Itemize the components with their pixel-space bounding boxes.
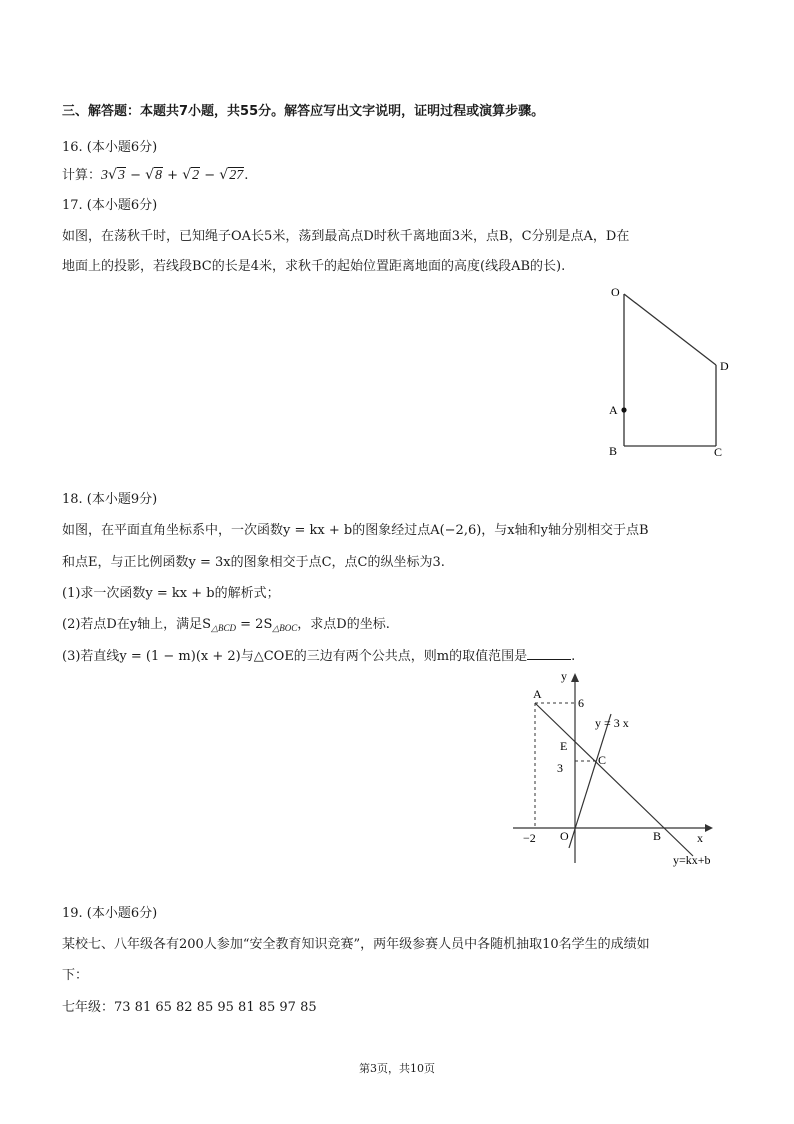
q16-radicand-4: 27 bbox=[229, 168, 244, 183]
q17-label-a: A bbox=[609, 403, 618, 417]
q16-header: 16. (本小题6分) bbox=[62, 140, 158, 155]
q19-line-1: 某校七、八年级各有200人参加“安全教育知识竞赛”，两年级参赛人员中各随机抽取10名学生的成绩如 bbox=[62, 937, 650, 952]
line-y3x-label: y = 3 x bbox=[595, 716, 629, 730]
q16-expression: 计算：3√3 − √8 + √2 − √27. bbox=[62, 167, 249, 183]
answer-blank bbox=[527, 647, 571, 660]
origin-label: O bbox=[560, 829, 569, 843]
q17-label-d: D bbox=[720, 359, 729, 373]
point-c-label: C bbox=[598, 753, 607, 767]
q17-label-b: B bbox=[609, 444, 618, 458]
x-axis-label: x bbox=[697, 831, 703, 845]
tick-neg2-label: −2 bbox=[523, 831, 536, 845]
q18-part-3: (3)若直线y = (1 − m)(x + 2)与△COE的三边有两个公共点，则m的取值范围是 . bbox=[62, 649, 576, 664]
q18-sub-boc: △BOC bbox=[272, 623, 298, 633]
q17-label-c: C bbox=[714, 445, 723, 459]
q16-radicand-1: 3 bbox=[117, 168, 125, 183]
q18-coordinate-figure bbox=[505, 668, 745, 878]
tick-3-label: 3 bbox=[557, 761, 563, 775]
q19-header: 19. (本小题6分) bbox=[62, 906, 158, 921]
q17-figure bbox=[600, 282, 740, 462]
y-axis-label: y bbox=[561, 669, 567, 683]
q16-radicand-3: 2 bbox=[192, 168, 200, 183]
q19-grade7-scores: 七年级：73 81 65 82 85 95 81 85 97 85 bbox=[62, 1000, 317, 1015]
q18-line-2: 和点E，与正比例函数y = 3x的图象相交于点C，点C的纵坐标为3. bbox=[62, 555, 445, 570]
q17-line-1: 如图，在荡秋千时，已知绳子OA长5米，荡到最高点D时秋千离地面3米，点B，C分别是点A，D在 bbox=[62, 229, 630, 244]
point-a-label: A bbox=[533, 687, 542, 701]
q18-line-1: 如图，在平面直角坐标系中，一次函数y = kx + b的图象经过点A(−2,6)，与x轴和y轴分别相交于点B bbox=[62, 523, 649, 538]
q16-radicand-2: 8 bbox=[155, 168, 163, 183]
q16-coef: 3 bbox=[101, 168, 109, 183]
line-kxb-label: y=kx+b bbox=[673, 853, 711, 867]
q18-part-2: (2)若点D在y轴上，满足$S_{\triangle BCD} = 2S_{\triangle BOC}$，求点D的坐标. bbox=[62, 617, 390, 633]
page-footer: 第3页，共10页 bbox=[359, 1062, 435, 1075]
q18-sub-bcd: △BCD bbox=[211, 623, 237, 633]
q19-line-2: 下： bbox=[62, 968, 89, 983]
q18-part-1: (1)求一次函数y = kx + b的解析式； bbox=[62, 586, 280, 601]
q17-label-o: O bbox=[611, 285, 620, 299]
tick-6-label: 6 bbox=[578, 696, 584, 710]
point-b-label: B bbox=[653, 829, 662, 843]
point-e-label: E bbox=[560, 739, 568, 753]
q18-header: 18. (本小题9分) bbox=[62, 492, 158, 507]
q17-line-2: 地面上的投影，若线段BC的长是4米，求秋千的起始位置距离地面的高度(线段AB的长). bbox=[62, 259, 566, 274]
q17-header: 17. (本小题6分) bbox=[62, 198, 158, 213]
section-heading: 三、解答题：本题共7小题，共55分。解答应写出文字说明，证明过程或演算步骤。 bbox=[62, 104, 545, 119]
q16-prefix: 计算： bbox=[62, 168, 102, 183]
